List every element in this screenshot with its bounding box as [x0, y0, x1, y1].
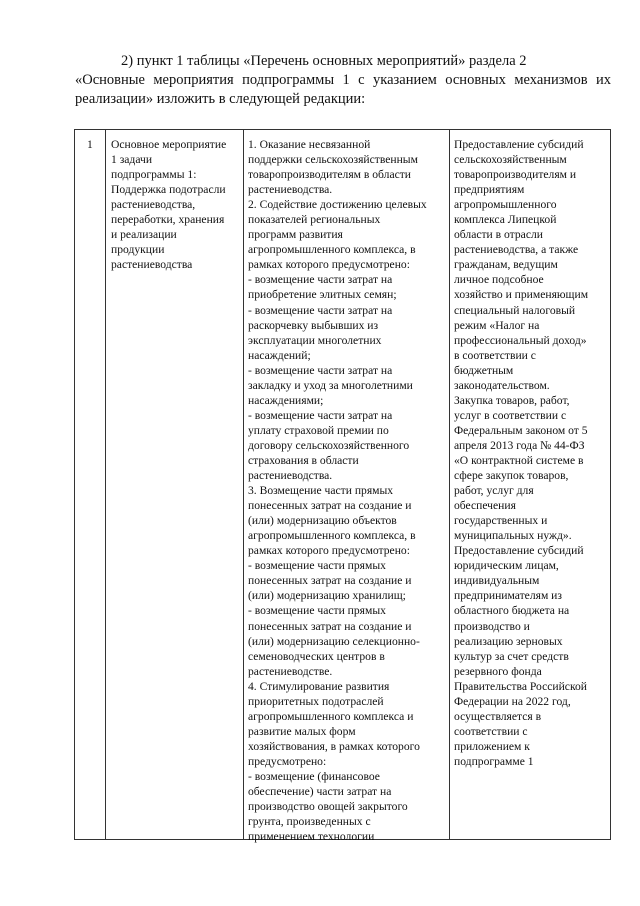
events-table	[74, 129, 611, 844]
column-divider	[105, 130, 106, 839]
row-number: 1	[87, 138, 93, 151]
column-divider	[449, 130, 450, 839]
intro-first-line: 2) пункт 1 таблицы «Перечень основных мероприятий» раздела 2	[121, 53, 527, 69]
amendment-intro	[75, 52, 611, 109]
event-name: Основное мероприятие 1 задачи подпрограммы 1: Поддержка подотрасли растениеводства, переработки, хранения и реализации продукции растениеводства	[111, 138, 227, 272]
implementation-mechanisms: Предоставление субсидий сельскохозяйственным товаропроизводителям и предприятиям агропромышленного комплекса Липецкой области в отрасли растениеводства, а также гражданам, ведущим личное подсобное хозяйство и применяющим специальный налоговый режим «Налог на профессиональный доход» в соответствии с бюджетным законодательством. Закупка товаров, работ, услуг в соответствии с Федеральным законом от 5 апреля 2013 года № 44-ФЗ «О контрактной системе в сфере закупок товаров, работ, услуг для обеспечения государственных и муниципальных нужд». Предоставление субсидий юридическим лицам, индивидуальным предпринимателям из областного бюджета на производство и реализацию зерновых культур за счет средств резервного фонда Правительства Российской Федерации на 2022 год, осуществляется в соответствии с приложением к подпрограмме 1	[454, 138, 589, 768]
event-mechanisms: 1. Оказание несвязанной поддержки сельскохозяйственным товаропроизводителям в области растениеводства. 2. Содействие достижению целевых показателей региональных программ развития агропромышленного комплекса, в рамках которого предусмотрено: - возмещение части затрат на приобретение элитных семян; - возмещение части затрат на раскорчевку выбывших из эксплуатации многолетних насаждений; - возмещение части затрат на закладку и уход за многолетними насаждениями; - возмещение части затрат на уплату страховой премии по договору сельскохозяйственного страхования в области растениеводства. 3. Возмещение части прямых понесенных затрат на создание и (или) модернизацию объектов агропромышленного комплекса, в рамках которого предусмотрено: - возмещение части прямых понесенных затрат на создание и (или) модернизацию хранилищ; - возмещение части прямых понесенных затрат на создание и (или) модернизацию селекционно- семеноводческих центров в растениеводстве. 4. Стимулирование развития приоритетных подотраслей агропромышленного комплекса и развитие малых форм хозяйствования, в рамках которого предусмотрено: - возмещение (финансовое обеспечение) части затрат на производство овощей закрытого грунта, произведенных с применением технологии	[248, 138, 427, 844]
intro-continuation: «Основные мероприятия подпрограммы 1 с указанием основных механизмов их реализации» изложить в следующей редакции:	[75, 72, 611, 107]
